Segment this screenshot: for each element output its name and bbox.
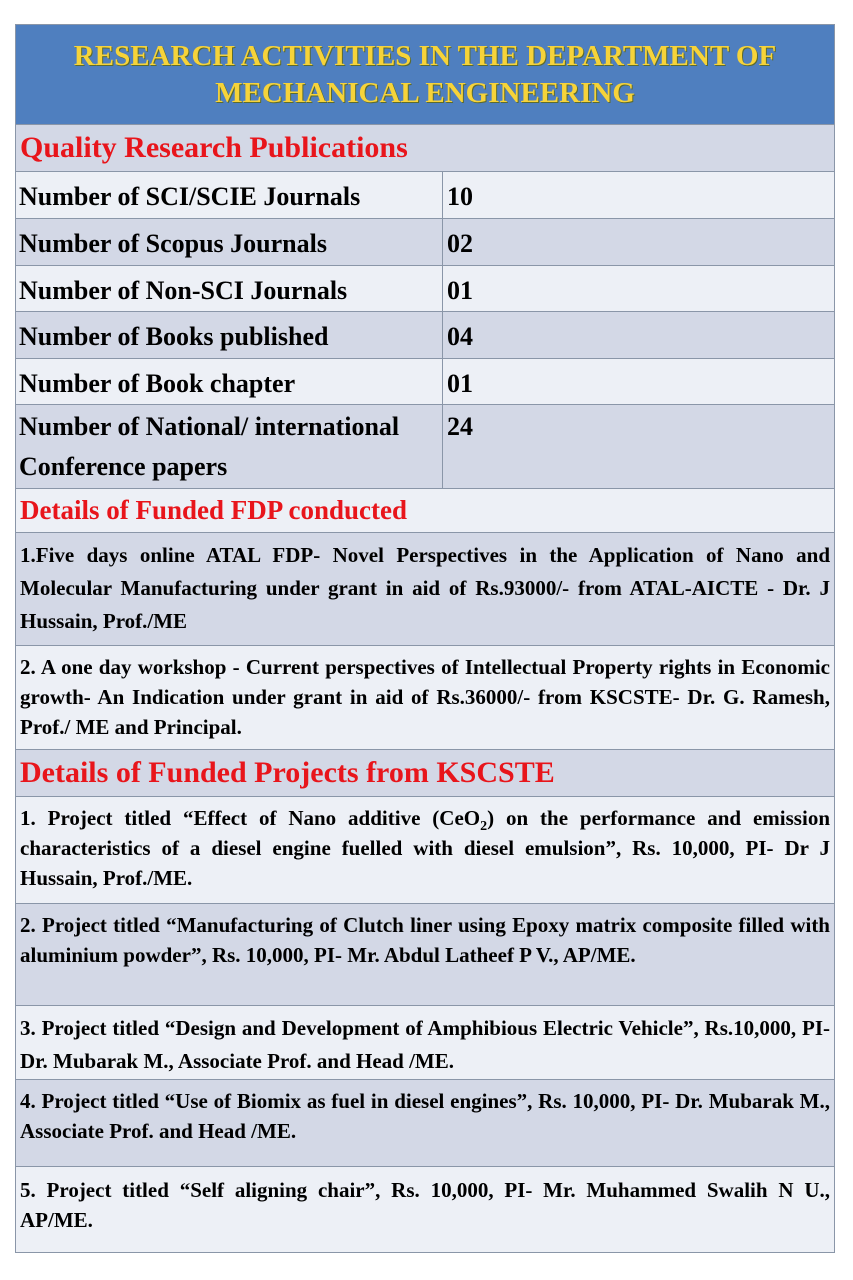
row-value: 10 bbox=[447, 182, 473, 211]
table-row bbox=[16, 172, 834, 219]
title-line-2: MECHANICAL ENGINEERING bbox=[215, 76, 635, 109]
row-value: 01 bbox=[447, 276, 473, 305]
row-label: Number of National/ international Conference papers bbox=[16, 405, 443, 488]
publications-heading: Quality Research Publications bbox=[16, 125, 834, 172]
row-value: 24 bbox=[447, 412, 473, 441]
project-item bbox=[16, 797, 834, 904]
title-line-1: RESEARCH ACTIVITIES IN THE DEPARTMENT OF bbox=[73, 39, 777, 72]
project-text-before: 1. Project titled “Effect of Nano additive (CeO bbox=[20, 806, 481, 830]
table-row bbox=[16, 405, 834, 489]
project-item: 2. Project titled “Manufacturing of Clutch liner using Epoxy matrix composite filled with aluminium powder”, Rs. 10,000, PI- Mr. Abdul Latheef P V., AP/ME. bbox=[16, 904, 834, 1006]
table-row bbox=[16, 359, 834, 405]
table-row bbox=[16, 312, 834, 359]
project-item: 4. Project titled “Use of Biomix as fuel in diesel engines”, Rs. 10,000, PI- Dr. Mubarak M., Associate Prof. and Head /ME. bbox=[16, 1080, 834, 1167]
row-label: Number of Books published bbox=[16, 312, 443, 358]
fdp-heading: Details of Funded FDP conducted bbox=[16, 489, 834, 533]
row-value: 04 bbox=[447, 322, 473, 351]
row-label: Number of Book chapter bbox=[16, 359, 443, 404]
project-subscript: 2 bbox=[480, 819, 488, 835]
row-label: Number of Non-SCI Journals bbox=[16, 266, 443, 311]
table-row bbox=[16, 266, 834, 312]
fdp-item: 1.Five days online ATAL FDP- Novel Perspectives in the Application of Nano and Molecular Manufacturing under grant in aid of Rs.93000/- from ATAL-AICTE - Dr. J Hussain, Prof./ME bbox=[16, 533, 834, 646]
page-title bbox=[16, 25, 834, 125]
table-row bbox=[16, 219, 834, 266]
research-activities-table bbox=[15, 24, 835, 1253]
project-text-after: ) on the performance and emission characteristics of a diesel engine fuelled with diesel emulsion”, Rs. 10,000, PI- Dr J Hussain, Prof./ME. bbox=[20, 806, 830, 890]
project-item: 3. Project titled “Design and Development of Amphibious Electric Vehicle”, Rs.10,000, PI- Dr. Mubarak M., Associate Prof. and Head /ME. bbox=[16, 1006, 834, 1080]
row-label: Number of Scopus Journals bbox=[16, 219, 443, 265]
projects-heading: Details of Funded Projects from KSCSTE bbox=[16, 750, 834, 797]
fdp-item: 2. A one day workshop - Current perspectives of Intellectual Property rights in Economic growth- An Indication under grant in aid of Rs.36000/- from KSCSTE- Dr. G. Ramesh, Prof./ ME and Principal. bbox=[16, 646, 834, 750]
row-value: 01 bbox=[447, 369, 473, 398]
row-value: 02 bbox=[447, 229, 473, 258]
project-item: 5. Project titled “Self aligning chair”, Rs. 10,000, PI- Mr. Muhammed Swalih N U., AP/ME. bbox=[16, 1167, 834, 1252]
row-label: Number of SCI/SCIE Journals bbox=[16, 172, 443, 218]
